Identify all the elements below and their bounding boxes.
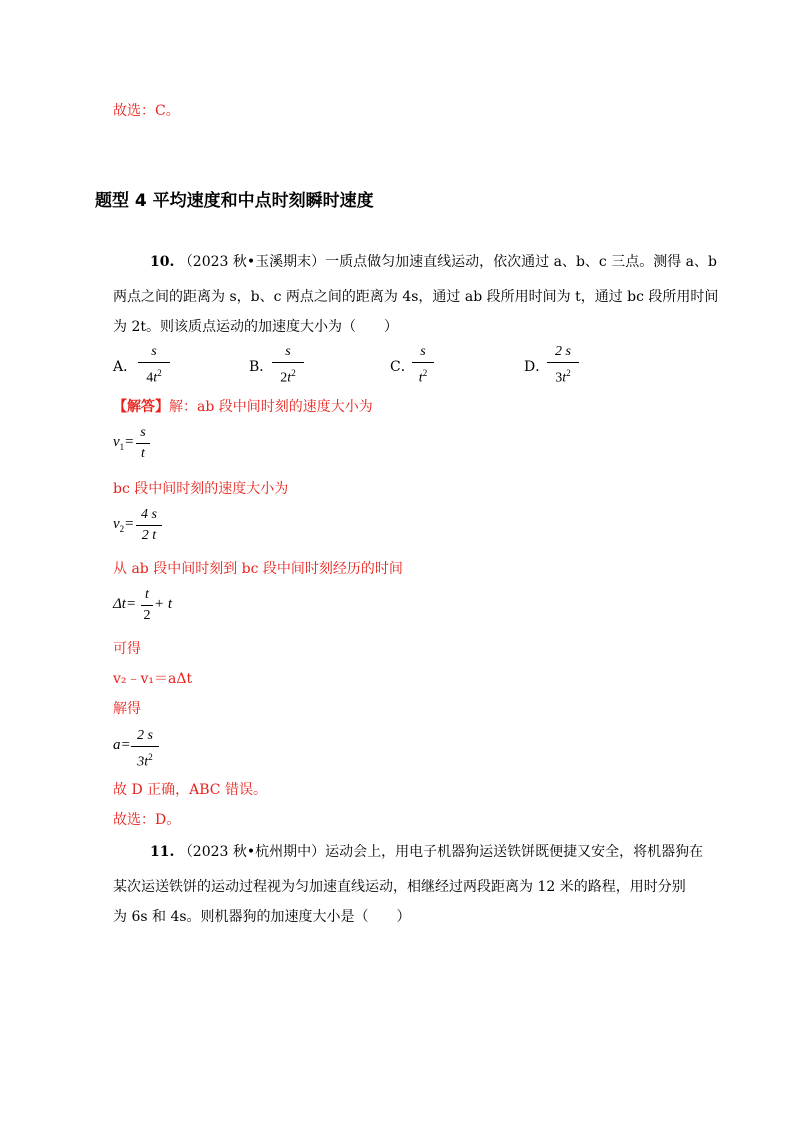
solution-text: bc 段中间时刻的速度大小为: [113, 481, 289, 497]
option-label: A．: [113, 359, 138, 375]
question-number: 11.: [150, 844, 175, 860]
solution-conclusion: 故 D 正确，ABC 错误。: [113, 782, 267, 798]
question-text-line: 两点之间的距离为 s，b、c 两点之间的距离为 4s，通过 ab 段所用时间为 t，通过 bc 段所用时间: [113, 289, 719, 305]
solution-text: 从 ab 段中间时刻到 bc 段中间时刻经历的时间: [113, 561, 403, 577]
option-label: D．: [524, 359, 550, 375]
question-text-line: 为 6s 和 4s。则机器狗的加速度大小是（ ）: [113, 909, 411, 925]
question-text-line: （2023 秋•玉溪期末）一质点做匀加速直线运动，依次通过 a、b、c 三点。测得 a、b: [178, 254, 717, 270]
option-label: B．: [249, 359, 274, 375]
option-fraction: s $2t^2$: [272, 343, 304, 388]
solution-text: 解得: [113, 701, 141, 717]
question-text-line: 为 2t。则该质点运动的加速度大小为（ ）: [113, 319, 398, 335]
option-fraction: 2 s $3t^2$: [547, 343, 579, 388]
question-text-line: 某次运送铁饼的运动过程视为匀加速直线运动，相继经过两段距离为 12 米的路程，用时分别: [113, 879, 686, 895]
solution-intro: 解：ab 段中间时刻的速度大小为: [169, 399, 373, 415]
solution-answer: 故选：D。: [113, 812, 181, 828]
solution-tag: 【解答】: [113, 399, 169, 415]
option-label: C．: [390, 359, 415, 375]
section-title: 题型 4 平均速度和中点时刻瞬时速度: [95, 191, 374, 211]
solution-text: 可得: [113, 641, 141, 657]
question-number: 10.: [150, 254, 175, 270]
equation-relation: v₂﹣v₁＝aΔt: [113, 671, 193, 687]
option-fraction: s $t^2$: [412, 343, 434, 388]
previous-answer: 故选：C。: [113, 103, 180, 119]
question-text-line: （2023 秋•杭州期中）运动会上，用电子机器狗运送铁饼既便捷又安全，将机器狗在: [178, 844, 704, 860]
option-fraction: s $4t^2$: [138, 343, 170, 388]
